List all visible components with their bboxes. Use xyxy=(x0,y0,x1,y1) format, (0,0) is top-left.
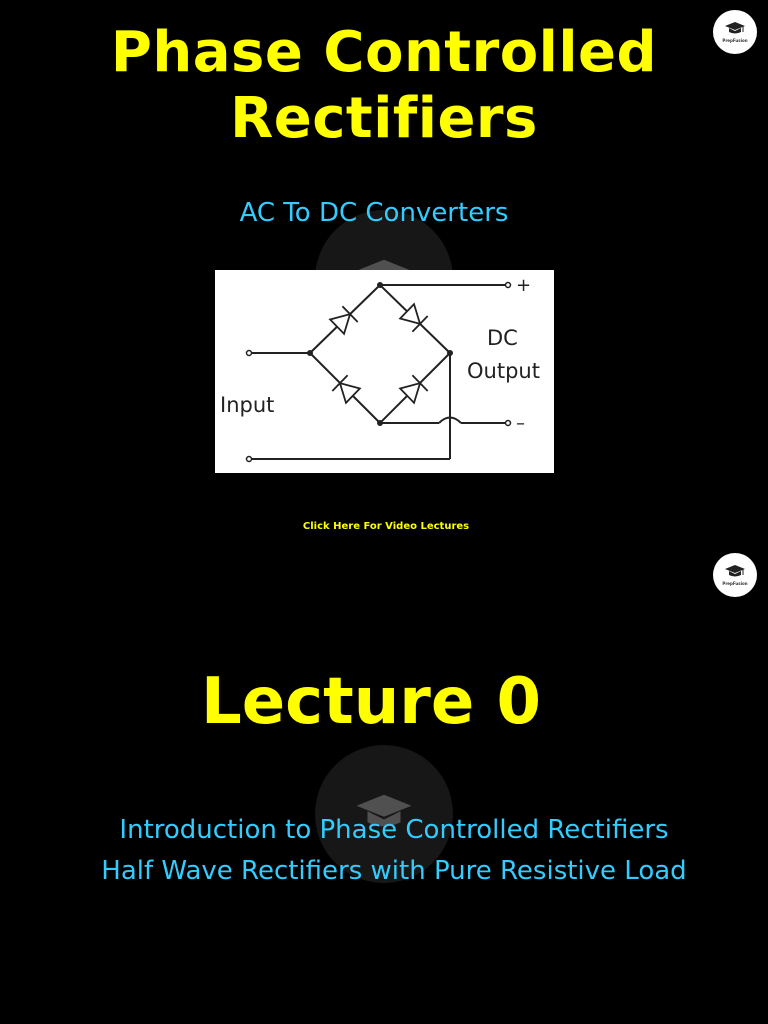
negative-terminal-label: – xyxy=(516,413,525,434)
intro-line-1: Introduction to Phase Controlled Rectifiers xyxy=(119,815,669,845)
bridge-rectifier-diagram xyxy=(215,270,554,473)
output-label: Output xyxy=(467,359,540,383)
dc-label: DC xyxy=(487,326,518,350)
page-title xyxy=(0,20,768,152)
subtitle: AC To DC Converters xyxy=(239,198,509,228)
input-label: Input xyxy=(220,393,275,417)
positive-terminal-label: + xyxy=(516,275,532,296)
logo-text: PrepFusion xyxy=(722,38,748,43)
video-lectures-link[interactable]: Click Here For Video Lectures xyxy=(302,521,470,532)
title-line-1: Phase Controlled xyxy=(110,20,658,85)
intro-line-2: Half Wave Rectifiers with Pure Resistive Load xyxy=(101,856,687,886)
logo-text: PrepFusion xyxy=(722,581,748,586)
circuit-svg xyxy=(215,270,554,473)
slide-2 xyxy=(0,545,768,1024)
lecture-title: Lecture 0 xyxy=(200,665,542,739)
graduation-cap-icon xyxy=(724,564,746,580)
title-line-2: Rectifiers xyxy=(230,86,538,151)
prepfusion-logo[interactable] xyxy=(713,553,757,597)
